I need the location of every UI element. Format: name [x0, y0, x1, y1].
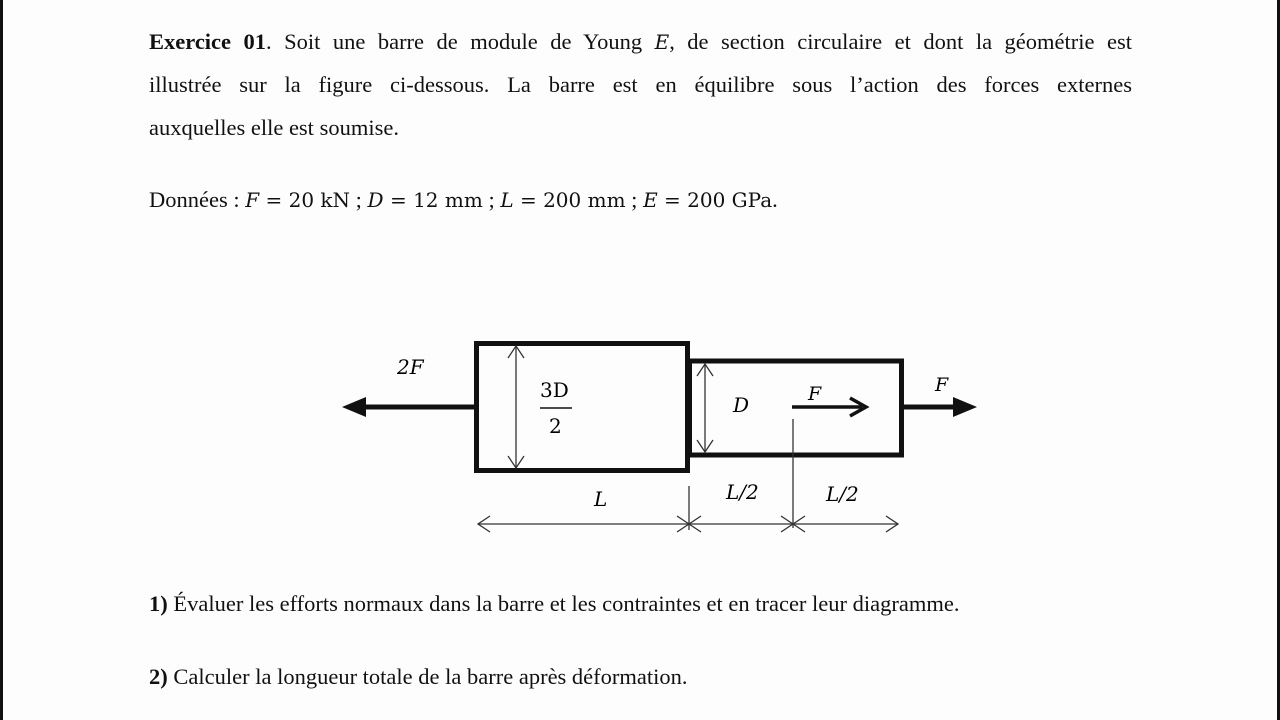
statement-line-3: auxquelles elle est soumise. — [149, 115, 399, 140]
large-diameter-numerator: 3D — [540, 378, 569, 402]
statement-line-2: illustrée sur la figure ci-dessous. La barre est en équilibre sous l’action des forces externes — [149, 72, 1132, 97]
left-force-arrow — [342, 397, 474, 417]
dim-label-half-2: L/2 — [826, 482, 859, 506]
large-diameter-dimension — [508, 346, 524, 468]
internal-force-label: F — [808, 383, 822, 405]
question-2: 2) Calculer la longueur totale de la barre après déformation. — [149, 664, 688, 689]
right-force-arrow — [903, 397, 977, 417]
young-symbol: E — [654, 30, 670, 54]
right-force-label: F — [935, 374, 949, 396]
dim-label-half-1: L/2 — [726, 480, 759, 504]
large-diameter-denominator: 2 — [549, 414, 562, 438]
large-section — [477, 344, 688, 471]
exercise-title: Exercice 01 — [149, 29, 267, 54]
given-data: Données : F = 20 kN ; D = 12 mm ; L = 200 mm ; E = 200 GPa. — [149, 187, 778, 212]
internal-force-arrow — [792, 398, 866, 416]
small-diameter-dimension — [697, 364, 713, 452]
left-force-label: 2F — [397, 355, 424, 379]
question-1: 1) Évaluer les efforts normaux dans la barre et les contraintes et en tracer leur diagramme. — [149, 591, 960, 616]
statement-line-1: Exercice 01. Soit une barre de module de Young E, de section circulaire et dont la géométrie est — [149, 29, 1132, 54]
dim-label-L: L — [594, 487, 608, 511]
small-diameter-label: D — [733, 393, 750, 417]
